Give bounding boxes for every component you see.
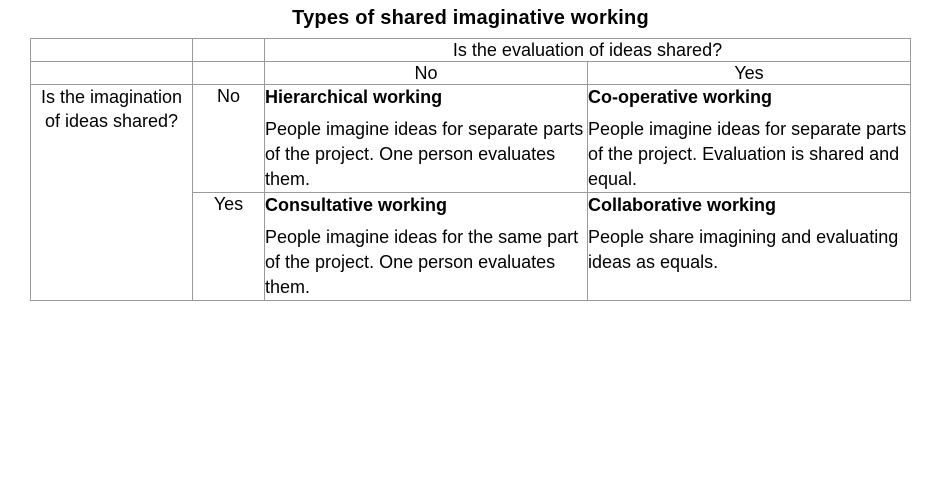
cell-title: Hierarchical working [265,87,443,107]
row-value-yes: Yes [193,193,265,301]
cell-body: People imagine ideas for separate parts of the project. Evaluation is shared and equal. [588,119,907,189]
cell-collaborative-working [588,193,911,301]
cell-title: Consultative working [265,195,448,215]
cell-body: People share imagining and evaluating ideas as equals. [588,227,899,272]
cell-co-operative-working [588,85,911,193]
table-row-column-header [31,39,911,62]
cell-body: People imagine ideas for the same part of the project. One person evaluates them. [265,227,579,297]
column-value-yes: Yes [588,62,911,85]
cell-consultative-working [265,193,588,301]
corner-blank-cell [31,39,193,62]
cell-title: Collaborative working [588,195,777,215]
corner-blank-cell-2 [193,39,265,62]
table-row-column-values [31,62,911,85]
column-value-no: No [265,62,588,85]
cell-hierarchical-working [265,85,588,193]
corner-blank-cell-3 [31,62,193,85]
row-header-label: Is the imagination of ideas shared? [31,85,193,301]
row-value-no: No [193,85,265,193]
matrix-table [30,38,911,301]
corner-blank-cell-4 [193,62,265,85]
page-title: Types of shared imaginative working [292,7,649,29]
cell-title: Co-operative working [588,87,773,107]
table-row-no [31,85,911,193]
column-header-label: Is the evaluation of ideas shared? [265,39,911,62]
cell-body: People imagine ideas for separate parts of the project. One person evaluates them. [265,119,584,189]
